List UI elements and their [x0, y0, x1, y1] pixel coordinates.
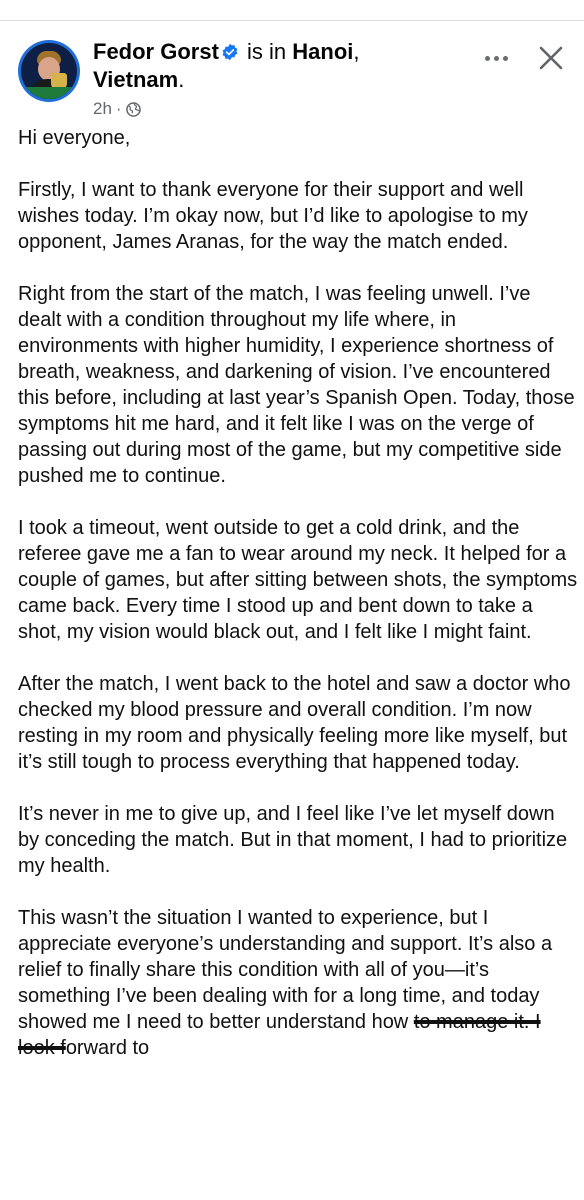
post-paragraph: Firstly, I want to thank everyone for their support and well wishes today. I’m okay now, but I’d like to apologise to my opponent, James Aranas, for the way the match ended. — [18, 179, 528, 253]
author-line: Fedor Gorst is in Hanoi, Vietnam. — [93, 39, 360, 92]
post-paragraph: It’s never in me to give up, and I feel like I’ve let myself down by conceding the match. But in that moment, I had to prioritize my health. — [18, 803, 568, 877]
post-meta — [93, 99, 141, 119]
post-header — [18, 38, 578, 118]
post-paragraph: Hi everyone, — [18, 127, 131, 149]
close-icon[interactable] — [536, 43, 566, 73]
post-paragraph-last — [18, 905, 578, 1061]
location-city[interactable]: Hanoi — [292, 39, 354, 64]
location-country[interactable]: Vietnam — [93, 67, 179, 92]
avatar[interactable] — [18, 40, 80, 102]
location-connector: is in — [247, 39, 287, 64]
top-divider — [0, 20, 584, 21]
post-time[interactable]: 2h — [93, 99, 112, 118]
globe-icon — [126, 102, 141, 117]
verified-badge-icon — [221, 43, 239, 61]
author-name[interactable]: Fedor Gorst — [93, 39, 219, 64]
more-options-button[interactable] — [476, 46, 516, 70]
post-paragraph: I took a timeout, went outside to get a cold drink, and the referee gave me a fan to wear around my neck. It helped for a couple of games, but after sitting between shots, the symptoms came back. Every time I stood up and bent down to take a shot, my vision would black out, and I felt like I might faint. — [18, 517, 578, 643]
more-options-icon — [485, 56, 490, 61]
post-paragraph: Right from the start of the match, I was feeling unwell. I’ve dealt with a condition throughout my life where, in environments with higher humidity, I experience shortness of breath, weakness, and darkening of vision. I’ve encountered this before, including at last year’s Spanish Open. Today, those symptoms hit me hard, and it felt like I was on the verge of passing out during most of the game, but my competitive side pushed me to continue. — [18, 283, 575, 487]
post-paragraph: After the match, I went back to the hotel and saw a doctor who checked my blood pressure and overall condition. I’m now resting in my room and physically feeling more like myself, but it’s still tough to process everything that happened today. — [18, 673, 571, 773]
struck-text: to manage it. I look f — [18, 1011, 541, 1059]
last-paragraph-tail: orward to — [65, 1037, 150, 1059]
last-paragraph-text: This wasn’t the situation I wanted to experience, but I appreciate everyone’s understanding and support. It’s also a relief to finally share this condition with all of you—it’s something I’ve been dealing with for a long time, and today showed me I need to better understand how — [18, 907, 553, 1033]
post-body — [18, 125, 578, 1087]
avatar-photo — [21, 43, 77, 99]
meta-separator: · — [115, 99, 122, 118]
